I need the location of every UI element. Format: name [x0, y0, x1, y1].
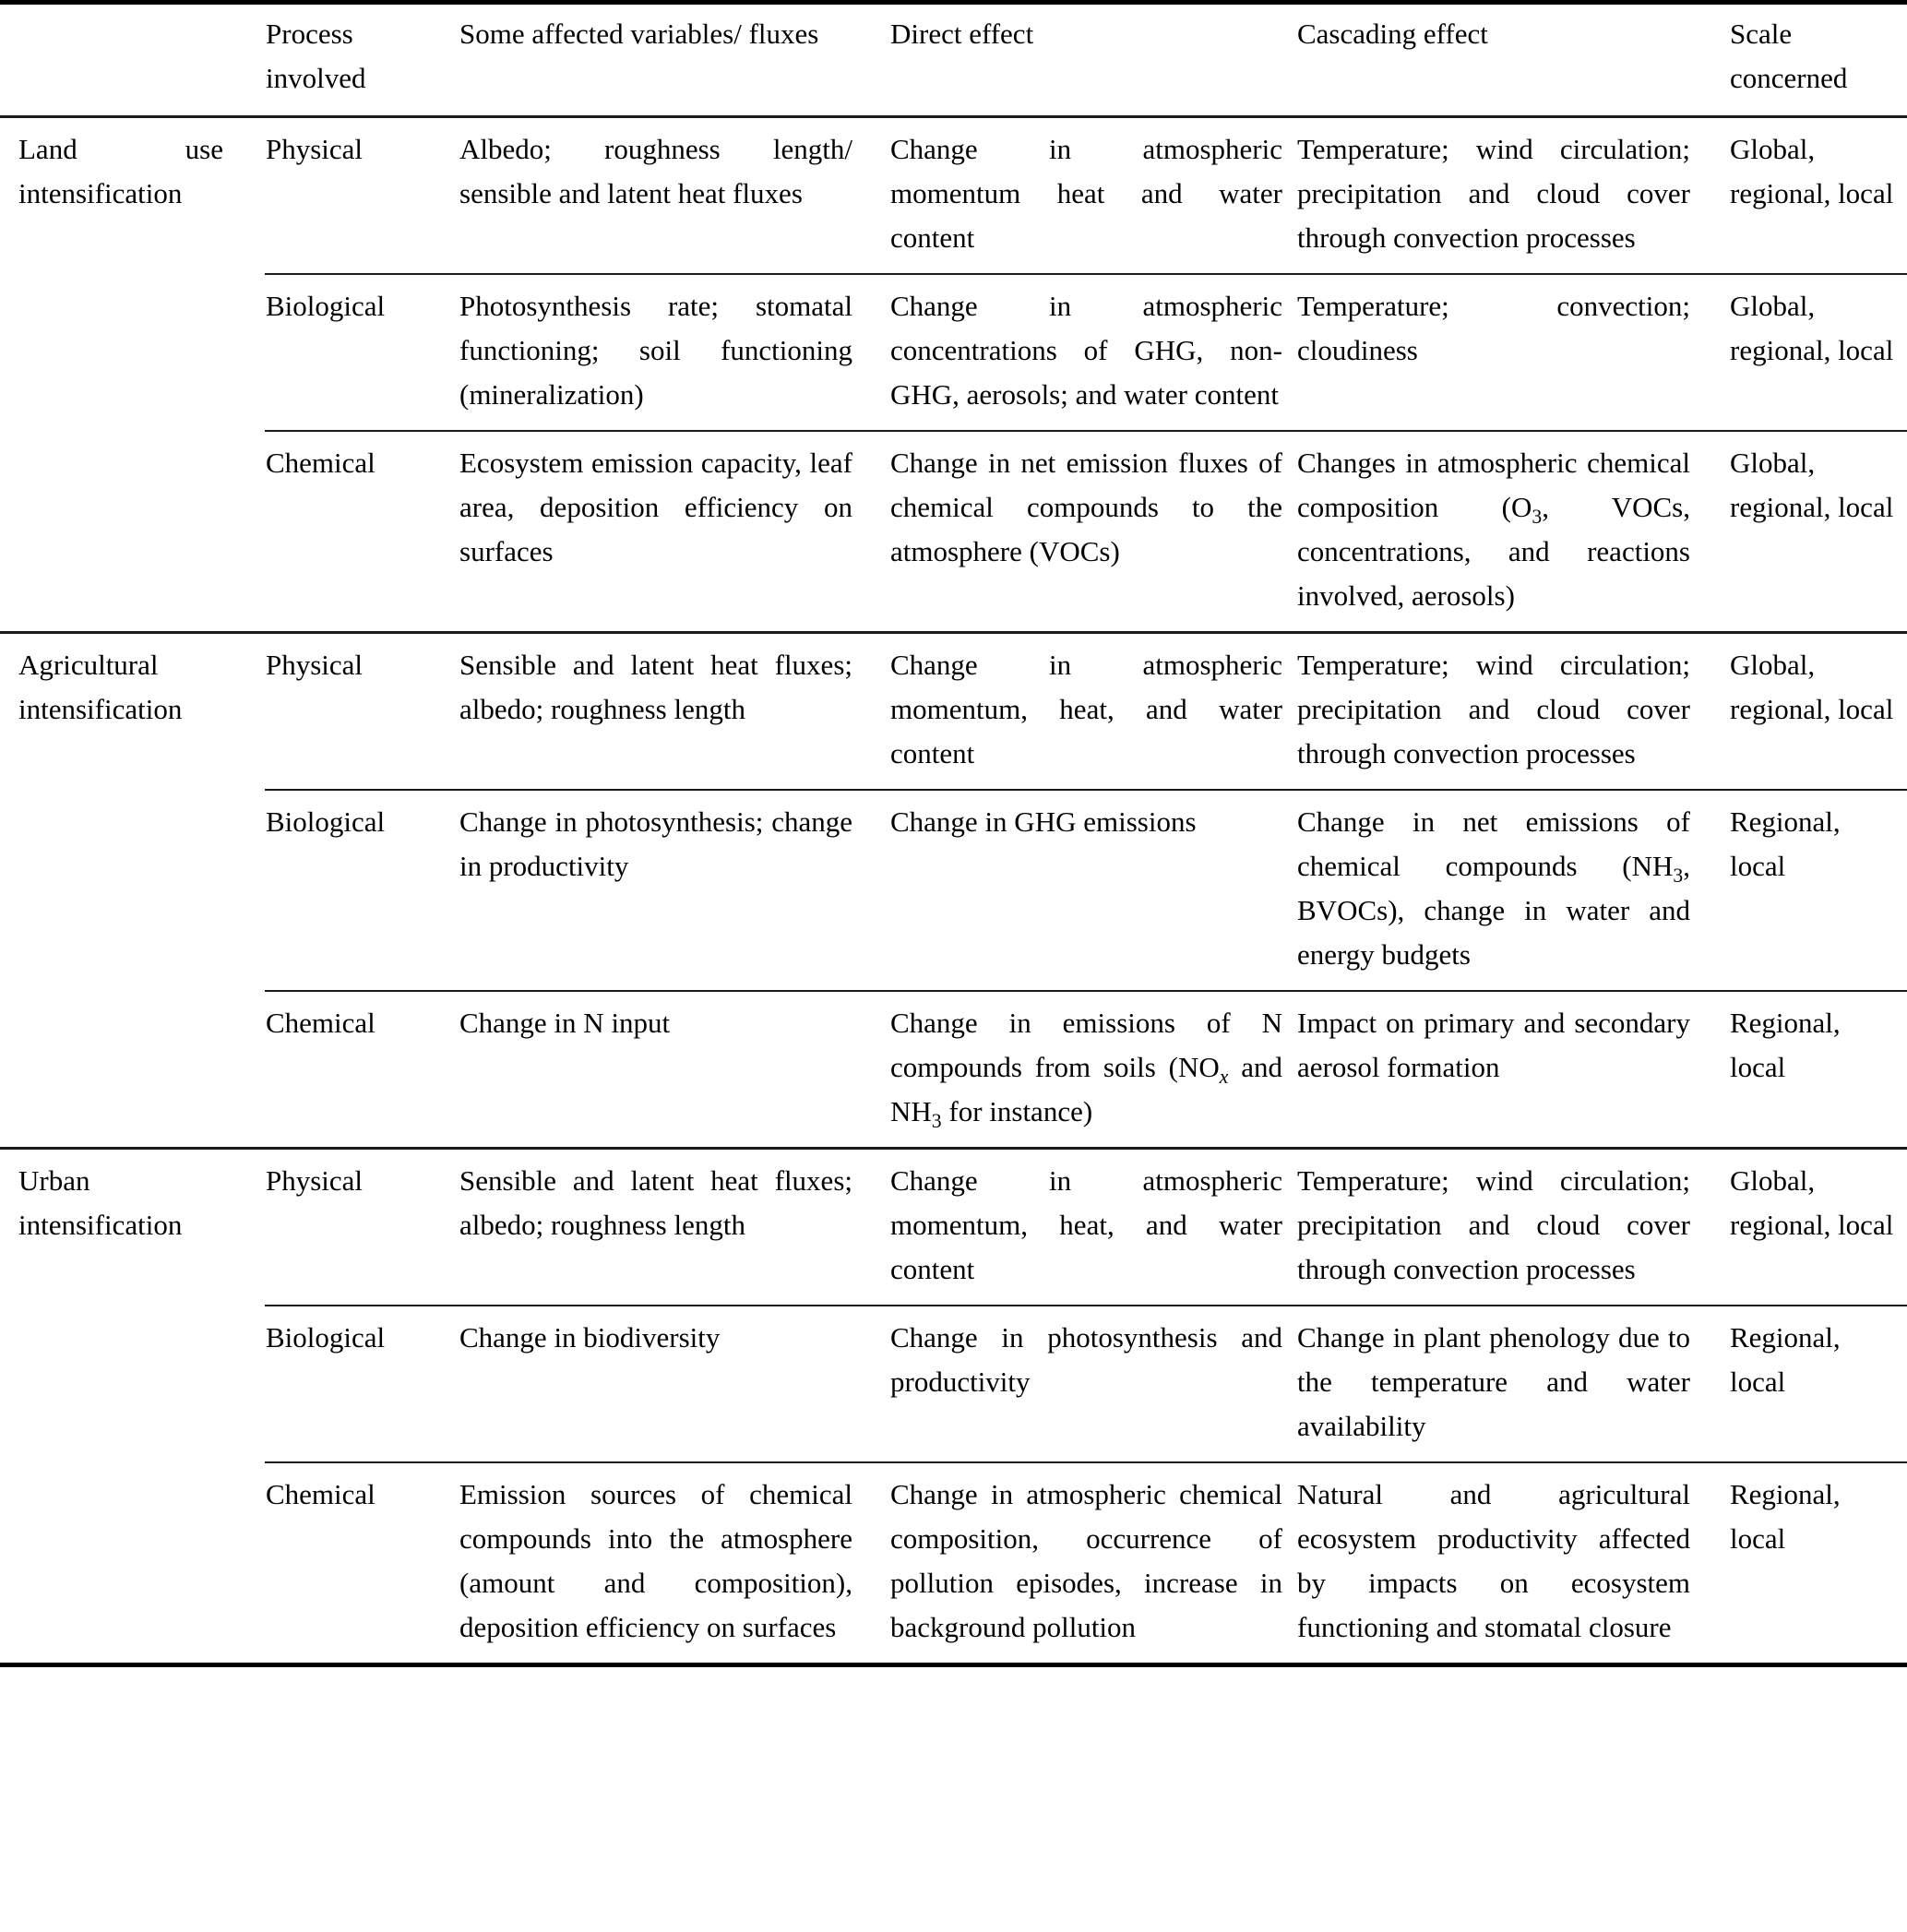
cell-cascading-effect: Temperature; wind circulation; precipitation and cloud cover through convection processes [1296, 1149, 1729, 1306]
cell-direct-effect: Change in atmospheric concentrations of GHG, non-GHG, aerosols; and water content [889, 274, 1296, 431]
cell-direct-effect: Change in photosynthesis and productivity [889, 1306, 1296, 1462]
table-row [0, 1149, 1907, 1306]
table-row [0, 633, 1907, 791]
header-row [0, 3, 1907, 117]
table-row [0, 1306, 1907, 1462]
col-header-empty [0, 3, 265, 117]
cell-process: Chemical [265, 431, 459, 633]
cell-variables: Albedo; roughness length/ sensible and latent heat fluxes [459, 117, 889, 275]
cell-variables: Sensible and latent heat fluxes; albedo; roughness length [459, 633, 889, 791]
table-row [0, 1462, 1907, 1665]
cell-scale: Global, regional, local [1729, 117, 1907, 275]
cell-variables: Change in biodiversity [459, 1306, 889, 1462]
cell-process: Biological [265, 790, 459, 991]
cell-direct-effect: Change in GHG emissions [889, 790, 1296, 991]
cell-process: Physical [265, 1149, 459, 1306]
table-row [0, 991, 1907, 1149]
cell-process: Biological [265, 1306, 459, 1462]
row-group-label-agricultural: Agricultural intensification [0, 633, 265, 1149]
cell-process: Physical [265, 117, 459, 275]
cell-process: Biological [265, 274, 459, 431]
cell-variables: Sensible and latent heat fluxes; albedo; roughness length [459, 1149, 889, 1306]
cell-variables: Change in photosynthesis; change in productivity [459, 790, 889, 991]
row-group-label-land-use: Land use intensification [0, 117, 265, 633]
cell-variables: Change in N input [459, 991, 889, 1149]
col-header-cascading-effect: Cascading effect [1296, 3, 1729, 117]
cell-scale: Regional, local [1729, 1462, 1907, 1665]
cell-scale: Global, regional, local [1729, 431, 1907, 633]
cell-scale: Global, regional, local [1729, 1149, 1907, 1306]
cell-process: Physical [265, 633, 459, 791]
cell-cascading-effect: Impact on primary and secondary aerosol formation [1296, 991, 1729, 1149]
col-header-process: Process involved [265, 3, 459, 117]
cell-cascading-effect: Changes in atmospheric chemical composition ($O_3$, VOCs, concentrations, and reactions involved, aerosols) [1296, 431, 1729, 633]
cell-direct-effect: Change in atmospheric chemical composition, occurrence of pollution episodes, increase in background pollution [889, 1462, 1296, 1665]
row-group-label-urban: Urban intensification [0, 1149, 265, 1665]
cell-scale: Regional, local [1729, 1306, 1907, 1462]
table-row [0, 274, 1907, 431]
cell-direct-effect: Change in atmospheric momentum heat and water content [889, 117, 1296, 275]
cell-direct-effect: Change in net emission fluxes of chemical compounds to the atmosphere (VOCs) [889, 431, 1296, 633]
table-row [0, 790, 1907, 991]
cell-direct-effect: Change in emissions of N compounds from soils ($NO_x$ and $NH_3$ for instance) [889, 991, 1296, 1149]
table-header [0, 3, 1907, 117]
cell-variables: Emission sources of chemical compounds into the atmosphere (amount and composition), deposition efficiency on surfaces [459, 1462, 889, 1665]
cell-cascading-effect: Change in net emissions of chemical compounds ($NH_3$, BVOCs), change in water and energy budgets [1296, 790, 1729, 991]
col-header-variables: Some affected variables/ fluxes [459, 3, 889, 117]
cell-scale: Global, regional, local [1729, 274, 1907, 431]
cell-cascading-effect: Natural and agricultural ecosystem productivity affected by impacts on ecosystem functioning and stomatal closure [1296, 1462, 1729, 1665]
cell-variables: Photosynthesis rate; stomatal functioning; soil functioning (mineralization) [459, 274, 889, 431]
cell-cascading-effect: Temperature; wind circulation; precipitation and cloud cover through convection processes [1296, 117, 1729, 275]
cell-process: Chemical [265, 1462, 459, 1665]
cell-cascading-effect: Change in plant phenology due to the temperature and water availability [1296, 1306, 1729, 1462]
col-header-direct-effect: Direct effect [889, 3, 1296, 117]
cell-scale: Regional, local [1729, 991, 1907, 1149]
table-body [0, 117, 1907, 1665]
table-row [0, 431, 1907, 633]
cell-direct-effect: Change in atmospheric momentum, heat, and water content [889, 1149, 1296, 1306]
cell-variables: Ecosystem emission capacity, leaf area, deposition efficiency on surfaces [459, 431, 889, 633]
col-header-scale: Scale concerned [1729, 3, 1907, 117]
cell-scale: Global, regional, local [1729, 633, 1907, 791]
cell-cascading-effect: Temperature; convection; cloudiness [1296, 274, 1729, 431]
cell-cascading-effect: Temperature; wind circulation; precipitation and cloud cover through convection processes [1296, 633, 1729, 791]
cell-scale: Regional, local [1729, 790, 1907, 991]
cell-direct-effect: Change in atmospheric momentum, heat, and water content [889, 633, 1296, 791]
table-row [0, 117, 1907, 275]
cell-process: Chemical [265, 991, 459, 1149]
